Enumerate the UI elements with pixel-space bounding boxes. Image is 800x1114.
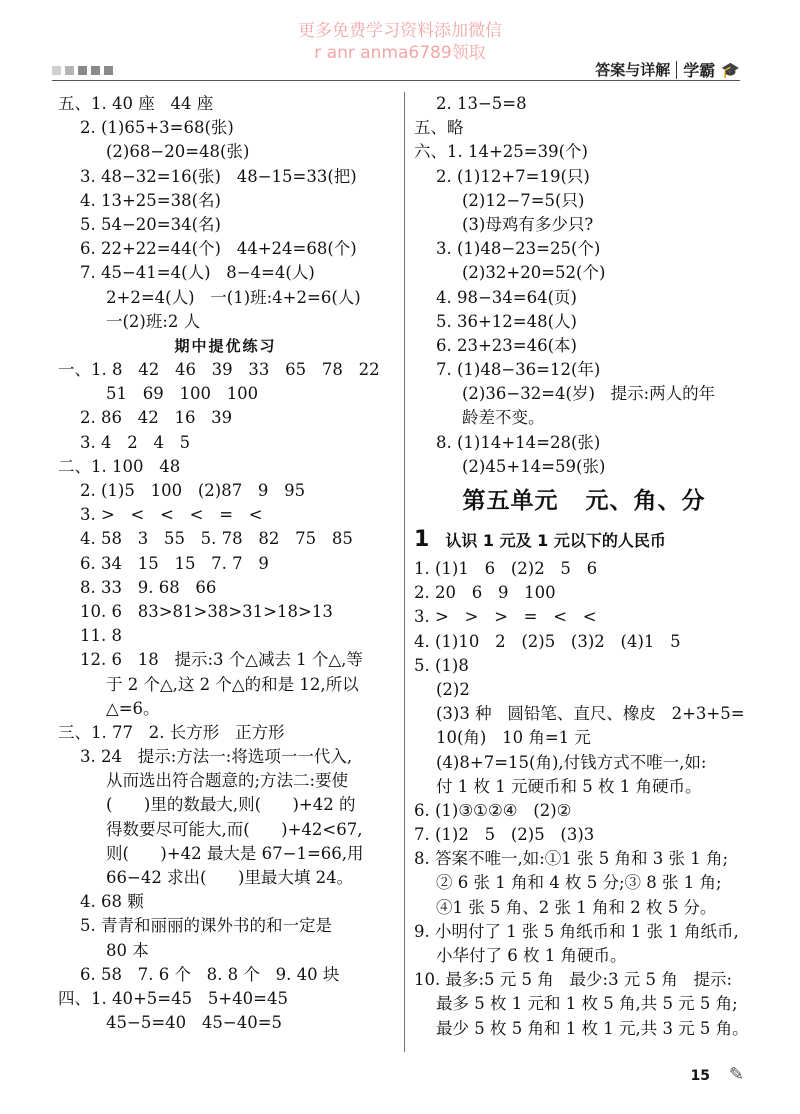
page-number: 15 [690, 1068, 710, 1084]
answer-line: 4. 98−34=64(页) [436, 287, 577, 307]
answer-line: 2. 20 6 9 100 [414, 583, 556, 603]
answer-line: △=6。 [106, 698, 160, 718]
answer-line: 从而选出符合题意的;方法二:要使 [106, 771, 349, 791]
section-heading: 期中提优练习 [174, 336, 277, 355]
answer-line: 8. (1)14+14=28(张) [436, 432, 601, 452]
answer-line: 45−5=40 45−40=5 [106, 1013, 283, 1033]
answer-line: (2)2 [436, 679, 470, 699]
lesson-heading [414, 523, 754, 557]
lesson-number: 1 [414, 527, 430, 552]
answer-line: 10. 最多:5 元 5 角 最少:3 元 5 角 提示: [414, 970, 733, 990]
answer-line: 于 2 个△,这 2 个△的和是 12,所以 [106, 674, 359, 694]
answer-line: 5. (1)8 [414, 655, 469, 675]
answer-line: 3. > < < < = < [80, 505, 263, 525]
answer-line: 12. 6 18 提示:3 个△减去 1 个△,等 [80, 650, 363, 670]
answer-line: (2)45+14=59(张) [462, 456, 606, 476]
answer-line: 6. 58 7. 6 个 8. 8 个 9. 40 块 [80, 964, 340, 984]
answer-line: 10(角) 10 角=1 元 [436, 728, 591, 748]
answer-line: 4. 13+25=38(名) [80, 190, 221, 210]
answer-line: 11. 8 [80, 626, 122, 646]
header-title [595, 58, 740, 81]
answer-line: 5. 54−20=34(名) [80, 214, 221, 234]
watermark-line-1: 更多免费学习资料添加微信 [298, 21, 502, 41]
graduation-cap-icon: 🎓 [721, 60, 740, 79]
answer-line: 付 1 枚 1 元硬币和 5 枚 1 角硬币。 [436, 776, 702, 796]
answer-line: (2)12−7=5(只) [462, 190, 585, 210]
answer-line: (2)36−32=4(岁) 提示:两人的年 [462, 384, 716, 404]
brand-logo: 学霸 [683, 61, 716, 80]
answer-line: 3. 48−32=16(张) 48−15=33(把) [80, 166, 357, 186]
header-rule [52, 80, 740, 81]
answer-line: 4. 58 3 55 5. 78 82 75 85 [80, 529, 353, 549]
answer-line: 51 69 100 100 [106, 384, 259, 404]
answer-line: (4)8+7=15(角),付钱方式不唯一,如: [436, 752, 707, 772]
right-column [414, 92, 754, 1041]
answer-line: 8. 33 9. 68 66 [80, 577, 217, 597]
answer-line: 二、1. 100 48 [58, 456, 181, 476]
answer-line: 六、1. 14+25=39(个) [414, 142, 588, 162]
answer-line: 则( )+42 最大是 67−1=66,用 [106, 843, 364, 863]
answer-line: 6. (1)③①②④ (2)② [414, 800, 572, 820]
answer-line: 3. 4 2 4 5 [80, 432, 191, 452]
unit-heading: 第五单元 元、角、分 [462, 488, 706, 514]
answer-line: ② 6 张 1 角和 4 枚 5 分;③ 8 张 1 角; [436, 873, 722, 893]
answer-line: 7. (1)2 5 (2)5 (3)3 [414, 825, 595, 845]
answer-line: 最少 5 枚 5 角和 1 枚 1 元,共 3 元 5 角。 [436, 1018, 749, 1038]
answer-line: 8. 答案不唯一,如:①1 张 5 角和 3 张 1 角; [414, 849, 729, 869]
answer-line: 一(2)班:2 人 [106, 311, 201, 331]
answer-line: 5. 36+12=48(人) [436, 311, 577, 331]
answer-line: 2. (1)12+7=19(只) [436, 166, 590, 186]
answer-line: 6. 23+23=46(本) [436, 335, 577, 355]
answer-line: 得数要尽可能大,而( )+42<67, [106, 819, 363, 839]
answer-line: (2)32+20=52(个) [462, 263, 606, 283]
answer-line: 6. 34 15 15 7. 7 9 [80, 553, 269, 573]
answer-line: 小华付了 6 枚 1 角硬币。 [436, 946, 627, 965]
answer-line: (3)3 种 圆铅笔、直尺、橡皮 2+3+5= [436, 704, 745, 724]
header-separator [676, 61, 677, 79]
answer-line: 80 本 [106, 940, 149, 960]
answer-line: 10. 6 83>81>38>31>18>13 [80, 601, 333, 621]
watermark-line-2: r anr anma6789领取 [314, 43, 486, 63]
answer-line: 7. 45−41=4(人) 8−4=4(人) [80, 263, 315, 283]
answer-line: 3. (1)48−23=25(个) [436, 239, 601, 259]
answer-line: ④1 张 5 角、2 张 1 角和 2 枚 5 分。 [436, 897, 717, 917]
answer-line: 2+2=4(人) 一(1)班:4+2=6(人) [106, 287, 361, 307]
answer-line: 66−42 求出( )里最大填 24。 [106, 868, 354, 887]
answer-line: 3. 24 提示:方法一:将选项一一代入, [80, 747, 353, 767]
answer-line: 2. 13−5=8 [436, 94, 527, 113]
answer-line: 5. 青青和丽丽的课外书的和一定是 [80, 916, 332, 936]
answer-line: 3. > > > = < < [414, 607, 597, 627]
left-column [58, 92, 393, 1035]
answer-line: 2. 86 42 16 39 [80, 408, 233, 428]
answer-line: 9. 小明付了 1 张 5 角纸币和 1 张 1 角纸币, [414, 921, 739, 941]
answer-line: 三、1. 77 2. 长方形 正方形 [58, 722, 285, 742]
answer-line: (3)母鸡有多少只? [462, 214, 594, 234]
answer-line: ( )里的数最大,则( )+42 的 [106, 795, 356, 815]
answer-line: 龄差不变。 [462, 408, 545, 428]
answer-line: 1. (1)1 6 (2)2 5 6 [414, 559, 598, 578]
header-label: 答案与详解 [595, 61, 671, 79]
answer-line: 五、1. 40 座 44 座 [58, 94, 214, 113]
lesson-title: 认识 1 元及 1 元以下的人民币 [445, 531, 666, 550]
answer-line: 四、1. 40+5=45 5+40=45 [58, 988, 289, 1008]
column-divider [404, 92, 405, 1052]
answer-line: 2. (1)65+3=68(张) [80, 118, 234, 138]
pencil-icon: ✎ [728, 1064, 744, 1085]
header-decor-squares [52, 66, 113, 75]
answer-line: 2. (1)5 100 (2)87 9 95 [80, 481, 306, 500]
answer-line: 4. (1)10 2 (2)5 (3)2 (4)1 5 [414, 631, 681, 651]
answer-line: 五、略 [414, 118, 464, 138]
answer-line: 一、1. 8 42 46 39 33 65 78 22 [58, 360, 380, 380]
answer-line: 6. 22+22=44(个) 44+24=68(个) [80, 239, 357, 259]
answer-line: 4. 68 颗 [80, 892, 144, 912]
answer-line: 最多 5 枚 1 元和 1 枚 5 角,共 5 元 5 角; [436, 994, 738, 1014]
answer-line: 7. (1)48−36=12(年) [436, 360, 601, 380]
answer-line: (2)68−20=48(张) [106, 142, 250, 162]
